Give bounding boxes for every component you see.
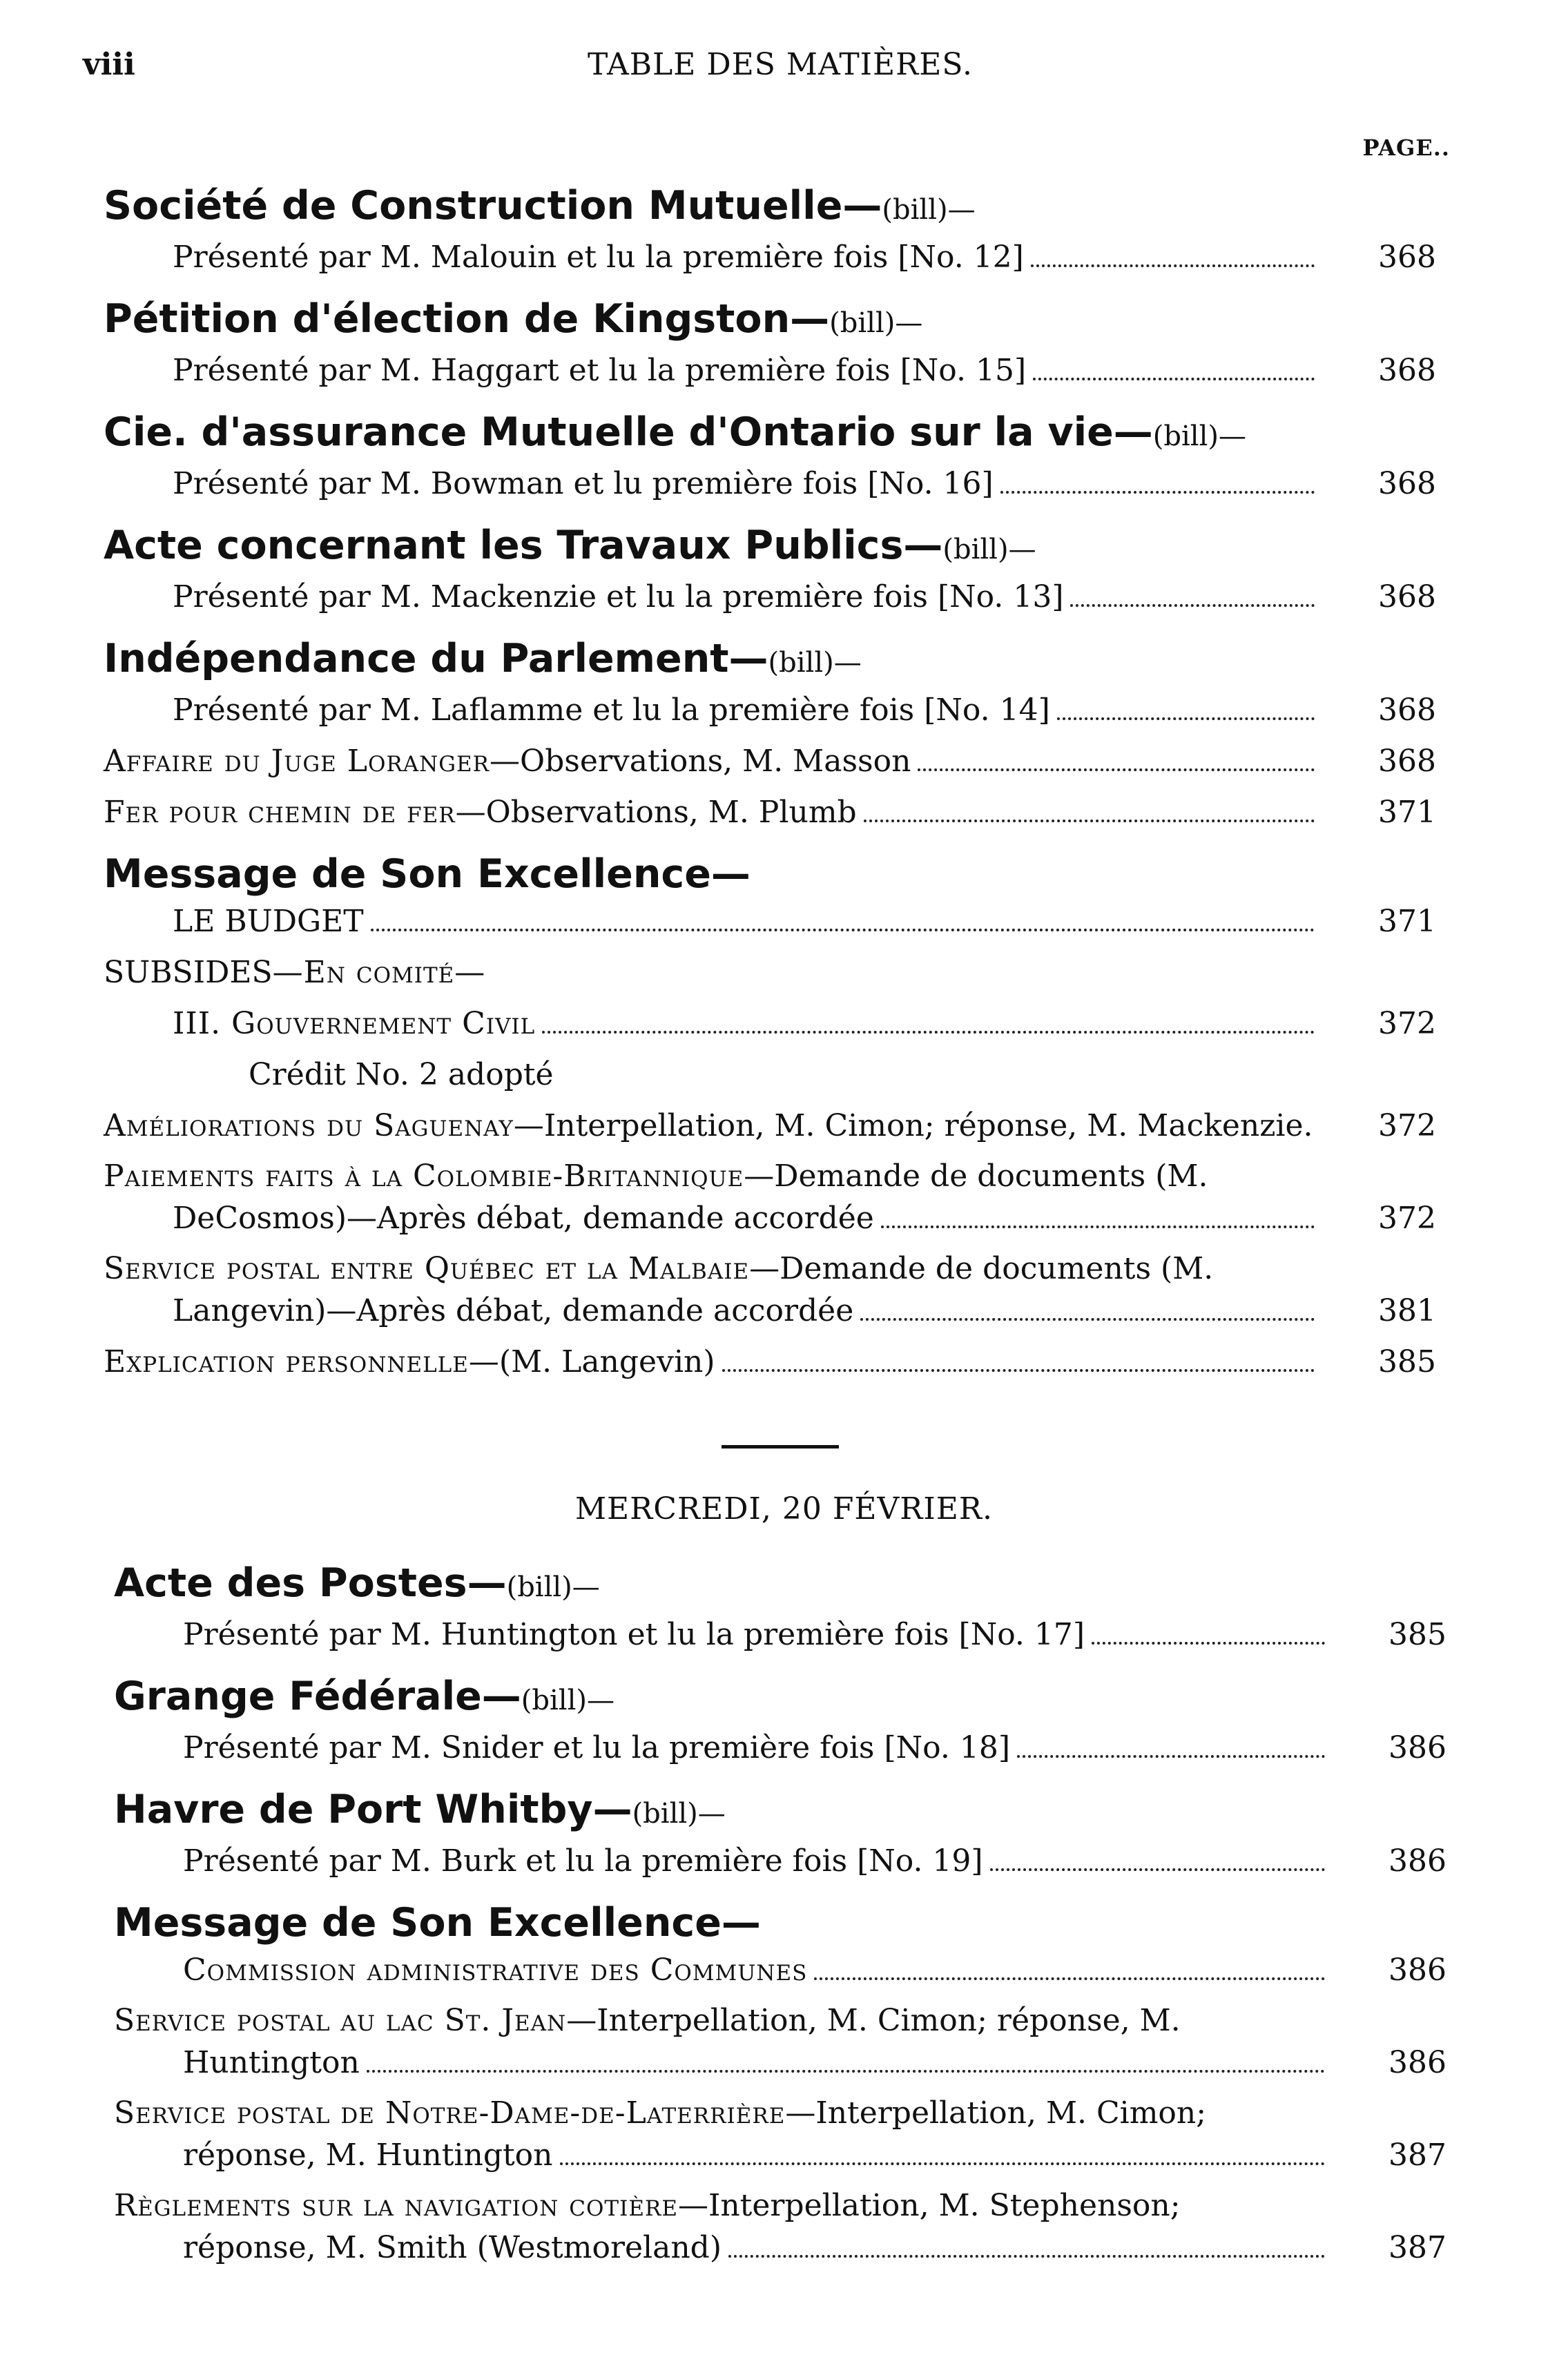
page-ref: 381 [1378, 1293, 1436, 1328]
page-ref: 368 [1378, 353, 1436, 388]
entry-text: Commission administrative des Communes [183, 1953, 808, 1988]
heading-text: Message de Son Excellence— [114, 1900, 761, 1946]
entry-subject: Règlements sur la navigation cotière [114, 2188, 678, 2223]
toc-line-first [114, 2185, 1446, 2227]
day-heading: MERCREDI, 20 FÉVRIER. [575, 1491, 993, 1527]
dot-leader [860, 1318, 1315, 1321]
entry-text: III. Gouvernement Civil [173, 1006, 536, 1041]
entry-text [104, 951, 1436, 994]
heading-text: Pétition d'élection de Kingston— [104, 296, 830, 342]
entry-subject: Affaire du Juge Loranger [104, 744, 490, 779]
entry-text: Présenté par M. Malouin et lu la première fois [No. 12] [173, 240, 1024, 275]
dot-leader [1031, 264, 1315, 267]
bill-tag: (bill)— [521, 1685, 614, 1716]
entry-heading [104, 632, 1436, 689]
page-title: TABLE DES MATIÈRES. [588, 47, 973, 82]
bill-tag: (bill)— [942, 534, 1036, 565]
entry-heading [114, 1783, 1446, 1840]
entry-text: Présenté par M. Haggart et lu la première fois [No. 15] [173, 353, 1027, 388]
page-ref: 387 [1388, 2138, 1446, 2173]
toc-line [114, 1614, 1446, 1656]
heading-text: Message de Son Excellence— [104, 851, 751, 897]
dot-leader [990, 1868, 1325, 1871]
page-ref: 387 [1388, 2230, 1446, 2265]
entry-text: Présenté par M. Snider et lu la première fois [No. 18] [183, 1730, 1011, 1765]
entry-heading [114, 1557, 1446, 1614]
dot-leader [1070, 604, 1315, 607]
entry-heading [104, 180, 1436, 236]
heading-text: Grange Fédérale— [114, 1674, 521, 1719]
bill-tag: (bill)— [768, 647, 862, 679]
page-ref: 371 [1378, 795, 1436, 830]
heading-text: Indépendance du Parlement— [104, 636, 768, 681]
entry-heading [114, 1897, 1446, 1949]
page-number: viii [83, 47, 135, 82]
entry-text: Huntington [183, 2045, 360, 2080]
dot-leader [881, 1225, 1315, 1228]
dot-leader [814, 1977, 1325, 1980]
entry-text: Présenté par M. Laflamme et lu la première fois [No. 14] [173, 692, 1050, 728]
entry-text: Langevin)—Après débat, demande accordée [173, 1293, 854, 1328]
page-ref: 371 [1378, 904, 1436, 939]
page-ref: 372 [1378, 1006, 1436, 1041]
entry-detail: —Interpellation, M. Stephenson; [677, 2188, 1181, 2223]
toc-line [114, 2227, 1446, 2269]
page-ref: 368 [1378, 466, 1436, 501]
entry-subject: Fer pour chemin de fer [104, 795, 456, 830]
toc-line [104, 900, 1436, 943]
entry-text: DeCosmos)—Après débat, demande accordée [173, 1201, 874, 1236]
toc-line [104, 1197, 1436, 1240]
toc-line [114, 1840, 1446, 1883]
page-ref: 386 [1388, 1953, 1446, 1988]
bill-tag: (bill)— [829, 307, 923, 339]
toc-line [104, 349, 1436, 392]
dot-leader [560, 2162, 1326, 2165]
entry-text: LE BUDGET [173, 904, 364, 939]
entry-text: Crédit No. 2 adopté [249, 1057, 554, 1092]
dot-leader [728, 2255, 1325, 2258]
entry-detail: —En comité— [272, 955, 486, 990]
toc-line [104, 1290, 1436, 1333]
dot-leader [1000, 491, 1315, 494]
page-ref: 368 [1378, 240, 1436, 275]
page-ref: 386 [1388, 1843, 1446, 1879]
entry-detail: —Demande de documents (M. [749, 1251, 1214, 1286]
page-ref: 386 [1388, 2045, 1446, 2080]
toc-line-first [114, 2093, 1446, 2134]
toc-line [104, 951, 1436, 994]
toc-line [104, 740, 1436, 783]
entry-text [104, 791, 857, 834]
entry-detail: —(M. Langevin) [468, 1344, 715, 1379]
heading-text: Société de Construction Mutuelle— [104, 183, 882, 229]
running-header [83, 47, 1478, 102]
entry-text [104, 1341, 715, 1384]
page-ref: 372 [1378, 1108, 1436, 1143]
toc-line [114, 2042, 1446, 2084]
toc-line [104, 1002, 1436, 1045]
page-column-label: PAGE.. [1362, 135, 1450, 161]
toc-line [114, 1949, 1446, 1992]
entry-detail: —Interpellation, M. Cimon; réponse, M. [566, 2003, 1181, 2038]
entry-text: Présenté par M. Bowman et lu première fois [No. 16] [173, 466, 994, 501]
page-ref: 372 [1378, 1201, 1436, 1236]
entry-heading [104, 848, 1436, 900]
heading-text: Cie. d'assurance Mutuelle d'Ontario sur la vie— [104, 409, 1153, 455]
entry-text: réponse, M. Huntington [183, 2138, 553, 2173]
page-ref: 385 [1378, 1344, 1436, 1379]
dot-leader [367, 2070, 1325, 2073]
page-ref: 386 [1388, 1730, 1446, 1765]
bill-tag: (bill)— [1152, 420, 1246, 452]
toc-line-first [104, 1156, 1436, 1197]
toc-section-2 [114, 1557, 1446, 2269]
heading-text: Acte des Postes— [114, 1560, 507, 1606]
entry-detail: —Interpellation, M. Cimon; réponse, M. Mackenzie. [513, 1108, 1313, 1143]
entry-detail: —Demande de documents (M. [744, 1159, 1208, 1194]
section-divider [722, 1445, 839, 1449]
entry-subject: Service postal de Notre-Dame-de-Laterrière [114, 2095, 786, 2131]
entry-detail: —Observations, M. Masson [490, 744, 911, 779]
toc-line-first [114, 2000, 1446, 2042]
toc-line [104, 1341, 1436, 1384]
heading-text: Acte concernant les Travaux Publics— [104, 523, 943, 568]
page-ref: 368 [1378, 692, 1436, 728]
entry-subject: Explication personnelle [104, 1344, 469, 1379]
entry-subject: SUBSIDES [104, 955, 273, 990]
dot-leader [1017, 1755, 1325, 1758]
entry-detail: —Interpellation, M. Cimon; [785, 2095, 1207, 2131]
toc-line [104, 1054, 1436, 1096]
bill-tag: (bill)— [632, 1798, 726, 1830]
toc-line [114, 1727, 1446, 1770]
entry-heading [104, 519, 1436, 576]
toc-line-first [104, 1248, 1436, 1290]
dot-leader [918, 768, 1315, 771]
toc-line [104, 463, 1436, 505]
toc-line [104, 791, 1436, 834]
dot-leader [722, 1369, 1315, 1372]
bill-tag: (bill)— [506, 1571, 600, 1603]
dot-leader [1092, 1642, 1325, 1645]
entry-subject: Améliorations du Saguenay [104, 1108, 514, 1143]
toc-line [104, 1105, 1436, 1147]
entry-subject: Service postal au lac St. Jean [114, 2003, 567, 2038]
entry-text: Présenté par M. Burk et lu la première fois [No. 19] [183, 1843, 983, 1879]
entry-text [104, 740, 911, 783]
entry-detail: —Observations, M. Plumb [455, 795, 857, 830]
heading-text: Havre de Port Whitby— [114, 1787, 632, 1832]
dot-leader [1033, 378, 1315, 380]
entry-text [104, 1105, 1313, 1147]
toc-line [104, 689, 1436, 732]
entry-heading [104, 293, 1436, 349]
entry-text: réponse, M. Smith (Westmoreland) [183, 2230, 722, 2265]
entry-heading [114, 1670, 1446, 1727]
toc-section-1 [104, 180, 1436, 1384]
entry-text: Présenté par M. Mackenzie et lu la première fois [No. 13] [173, 579, 1064, 614]
page-ref: 368 [1378, 579, 1436, 614]
entry-subject: Service postal entre Québec et la Malbaie [104, 1251, 750, 1286]
entry-text: Présenté par M. Huntington et lu la première fois [No. 17] [183, 1617, 1085, 1652]
toc-line [104, 236, 1436, 279]
dot-leader [864, 820, 1315, 822]
page-ref: 368 [1378, 744, 1436, 779]
dot-leader [542, 1031, 1315, 1034]
page-ref: 385 [1388, 1617, 1446, 1652]
toc-line [104, 576, 1436, 619]
bill-tag: (bill)— [882, 194, 976, 226]
dot-leader [1057, 717, 1315, 720]
entry-heading [104, 406, 1436, 463]
entry-subject: Paiements faits à la Colombie-Britannique [104, 1159, 744, 1194]
toc-line [114, 2134, 1446, 2177]
dot-leader [371, 929, 1315, 931]
